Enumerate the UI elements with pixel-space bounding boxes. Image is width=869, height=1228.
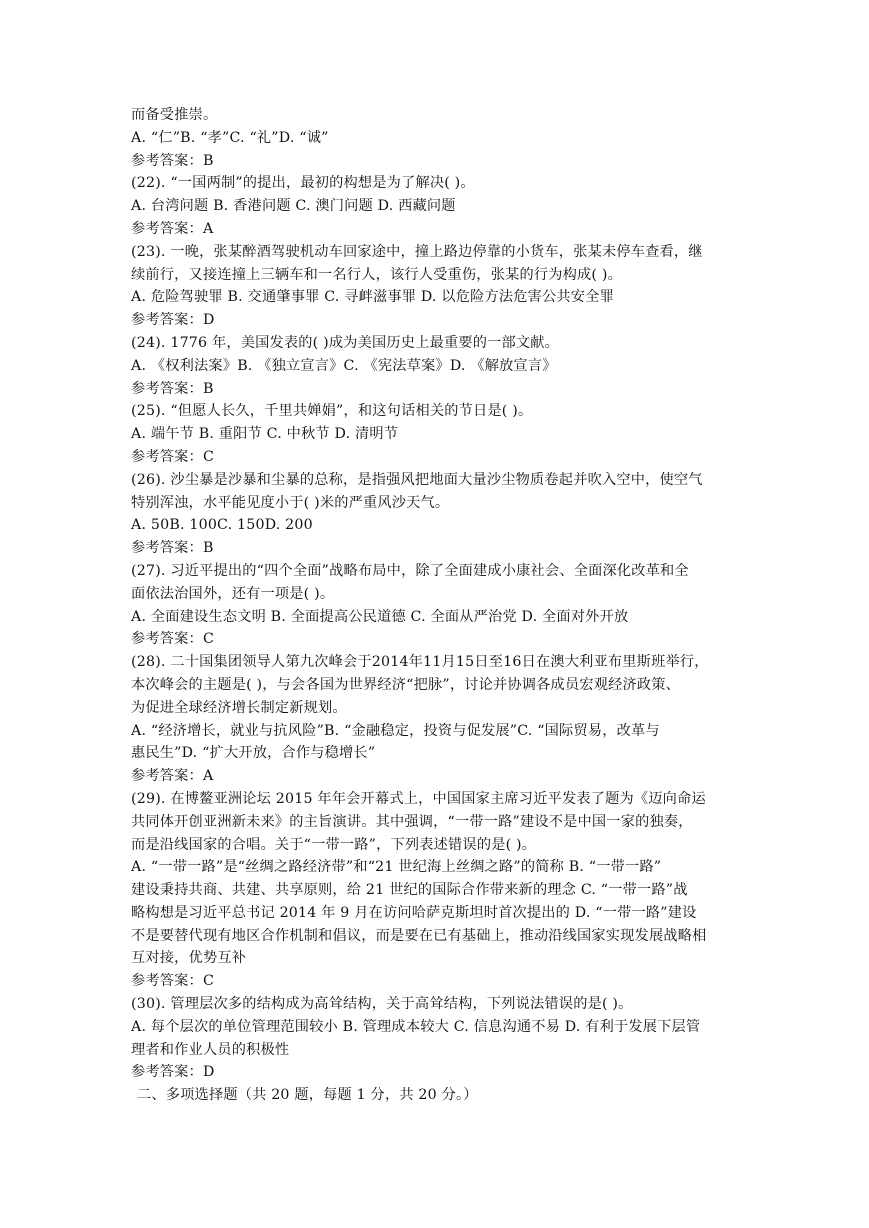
option-line: A. 台湾问题 B. 香港问题 C. 澳门问题 D. 西藏问题 — [131, 198, 456, 215]
option-line: A. 全面建设生态文明 B. 全面提高公民道德 C. 全面从严治党 D. 全面对外开放 — [131, 608, 629, 625]
option-line: 互对接，优势互补 — [131, 950, 247, 967]
option-line: A. 端午节 B. 重阳节 C. 中秋节 D. 清明节 — [131, 426, 399, 443]
question-line: 为促进全球经济增长制定新规划。 — [131, 699, 347, 716]
option-line: A. 危险驾驶罪 B. 交通肇事罪 C. 寻衅滋事罪 D. 以危险方法危害公共安全罪 — [131, 289, 614, 306]
option-line: 略构想是习近平总书记 2014 年 9 月在访问哈萨克斯坦时首次提出的 D. “一带一路”建设 — [131, 904, 697, 921]
option-line: 不是要替代现有地区合作机制和倡议，而是要在已有基础上，推动沿线国家实现发展战略相 — [131, 927, 707, 944]
question-line: (25). “但愿人长久，千里共婵娟”，和这句话相关的节日是( )。 — [131, 403, 533, 420]
text-line: 而备受推崇。 — [131, 107, 218, 123]
answer-line: 参考答案：D — [131, 312, 215, 329]
question-line: 本次峰会的主题是( )，与会各国为世界经济“把脉”，讨论并协调各成员宏观经济政策、 — [131, 676, 681, 693]
question-line: 特别浑浊，水平能见度小于( )米的严重风沙天气。 — [131, 494, 450, 511]
question-line: 面依法治国外，还有一项是( )。 — [131, 585, 335, 602]
question-line: (30). 管理层次多的结构成为高耸结构，关于高耸结构，下列说法错误的是( )。 — [131, 996, 633, 1013]
question-line: (24). 1776 年，美国发表的( )成为美国历史上最重要的一部文献。 — [131, 334, 560, 351]
option-line: 惠民生”D. “扩大开放，合作与稳增长” — [131, 745, 376, 762]
section-heading: 二、多项选择题（共 20 题，每题 1 分，共 20 分。） — [137, 1087, 478, 1104]
answer-line: 参考答案：C — [131, 973, 214, 990]
question-line: (29). 在博鳌亚洲论坛 2015 年年会开幕式上，中国国家主席习近平发表了题为《迈向命运 — [131, 790, 706, 807]
answer-line: 参考答案：C — [131, 631, 214, 648]
question-line: (23). 一晚，张某醉酒驾驶机动车回家途中，撞上路边停靠的小货车，张某未停车查看，继 — [131, 243, 703, 260]
option-line: 建设秉持共商、共建、共享原则，给 21 世纪的国际合作带来新的理念 C. “一带一路”战 — [131, 882, 688, 899]
answer-line: 参考答案：D — [131, 1064, 215, 1081]
question-line: 续前行，又接连撞上三辆车和一名行人，该行人受重伤，张某的行为构成( )。 — [131, 266, 622, 283]
option-line: A. 每个层次的单位管理范围较小 B. 管理成本较大 C. 信息沟通不易 D. 有利于发展下层管 — [131, 1018, 701, 1035]
question-line: 而是沿线国家的合唱。关于“一带一路”，下列表述错误的是( )。 — [131, 836, 537, 853]
question-line: (26). 沙尘暴是沙暴和尘暴的总称，是指强风把地面大量沙尘物质卷起并吹入空中，使空气 — [131, 471, 703, 488]
answer-line: 参考答案：B — [131, 380, 214, 397]
document-page — [131, 104, 743, 1107]
answer-line: 参考答案：B — [131, 540, 214, 557]
option-line: A. “仁”B. “孝”C. “礼”D. “诚” — [131, 129, 329, 146]
question-line: 共同体开创亚洲新未来》的主旨演讲。其中强调，“一带一路”建设不是中国一家的独奏， — [131, 813, 693, 830]
question-line: (22). “一国两制”的提出，最初的构想是为了解决( )。 — [131, 175, 475, 192]
option-line: A. “经济增长，就业与抗风险”B. “金融稳定，投资与促发展”C. “国际贸易，改革与 — [131, 722, 660, 739]
answer-line: 参考答案：A — [131, 768, 214, 785]
answer-line: 参考答案：C — [131, 448, 214, 465]
option-line: A. 50B. 100C. 150D. 200 — [131, 517, 313, 534]
option-line: A. 《权利法案》B. 《独立宣言》C. 《宪法草案》D. 《解放宣言》 — [131, 357, 557, 374]
question-line: (28). 二十国集团领导人第九次峰会于2014年11月15日至16日在澳大利亚布里斯班举行， — [131, 654, 709, 671]
answer-line: 参考答案：B — [131, 152, 214, 169]
answer-line: 参考答案：A — [131, 220, 214, 237]
question-line: (27). 习近平提出的“四个全面”战略布局中，除了全面建成小康社会、全面深化改革和全 — [131, 562, 689, 579]
option-line: A. “一带一路”是“丝绸之路经济带”和“21 世纪海上丝绸之路”的简称 B. “一带一路” — [131, 859, 662, 876]
option-line: 理者和作业人员的积极性 — [131, 1041, 290, 1058]
